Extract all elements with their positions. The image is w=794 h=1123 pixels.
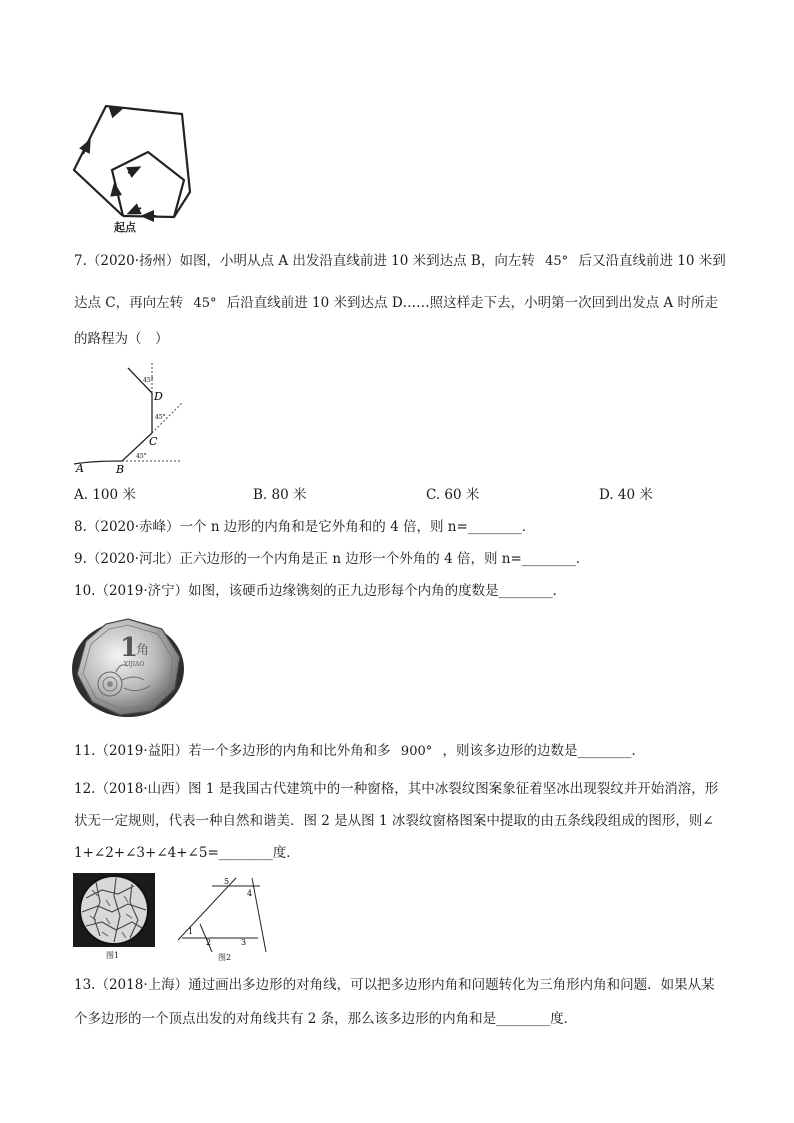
q7-option-b[interactable]: B. 80 米	[253, 487, 307, 503]
coin-pinyin: YIJIAO	[124, 661, 145, 668]
coin-numeral: 1	[120, 633, 139, 663]
q7-line1	[74, 252, 726, 271]
q7-line2-suffix: 后沿直线前进 10 米到达点 D……照这样走下去，小明第一次回到出发点 A 时所走	[226, 295, 718, 311]
angle-4-label: 4	[247, 889, 253, 898]
q9-text: 9.（2020·河北）正六边形的一个内角是正 n 边形一个外角的 4 倍，则 n=________．	[74, 551, 590, 567]
q7-walk-figure	[72, 360, 192, 475]
q11-value: 900°	[400, 744, 433, 759]
q11-line	[74, 742, 645, 761]
angle-2-label: 2	[206, 938, 212, 947]
q7-option-a[interactable]: A. 100 米	[74, 487, 136, 503]
ice-crack-window-figure	[72, 872, 156, 960]
q12-line3: 1+∠2+∠3+∠4+∠5=________度．	[74, 845, 300, 861]
point-d-label: D	[154, 390, 163, 403]
angle-mark-d: 45°	[143, 377, 154, 384]
q10-text: 10.（2019·济宁）如图，该硬币边缘镌刻的正九边形每个内角的度数是________．	[74, 583, 567, 599]
start-label: 起点	[114, 221, 136, 234]
point-c-label: C	[149, 435, 158, 448]
q7-angle2: 45°	[193, 296, 217, 311]
q7-line2-prefix: 达点 C，再向左转	[74, 295, 184, 311]
fig1-caption: 图1	[106, 951, 120, 960]
q13-line2: 个多边形的一个顶点出发的对角线共有 2 条，那么该多边形的内角和是________度．	[74, 1011, 578, 1027]
q7-option-d[interactable]: D. 40 米	[599, 487, 653, 503]
q8-text: 8.（2020·赤峰）一个 n 边形的内角和是它外角和的 4 倍，则 n=________．	[74, 519, 536, 535]
q11-suffix: ，则该多边形的边数是________．	[442, 743, 646, 759]
point-b-label: B	[116, 463, 125, 475]
q12-line2: 状无一定规则，代表一种自然和谐美．图 2 是从图 1 冰裂纹窗格图案中提取的由五条线段组成的图形，则∠	[74, 813, 714, 829]
q7-line1-prefix: 7.（2020·扬州）如图，小明从点 A 出发沿直线前进 10 米到达点 B，向左转	[74, 253, 535, 269]
coin-chars: 角	[136, 643, 150, 658]
angle-5-label: 5	[224, 877, 230, 886]
q7-angle1: 45°	[545, 254, 569, 269]
angle-3-label: 3	[241, 938, 247, 947]
q7-line1-suffix: 后又沿直线前进 10 米到	[578, 253, 726, 269]
angle-mark-b: 45°	[136, 453, 147, 460]
angle-mark-c: 45°	[155, 414, 166, 421]
fig2-caption: 图2	[218, 953, 232, 962]
q7-line2	[74, 294, 718, 313]
coin-figure	[70, 614, 186, 720]
point-a-label: A	[76, 462, 84, 475]
angle-1-label: 1	[188, 927, 194, 936]
pentagon-path-figure	[66, 100, 196, 240]
q7-option-c[interactable]: C. 60 米	[426, 487, 480, 503]
q13-line1: 13.（2018·上海）通过画出多边形的对角线，可以把多边形内角和问题转化为三角形内角和问题．如果从某	[74, 977, 715, 993]
q12-line1: 12.（2018·山西）图 1 是我国古代建筑中的一种窗格，其中冰裂纹图案象征着坚冰出现裂纹并开始消溶，形	[74, 781, 719, 797]
five-segments-figure	[174, 872, 278, 962]
q11-prefix: 11.（2019·益阳）若一个多边形的内角和比外角和多	[74, 743, 391, 759]
q7-line3: 的路程为（ ）	[74, 331, 169, 347]
